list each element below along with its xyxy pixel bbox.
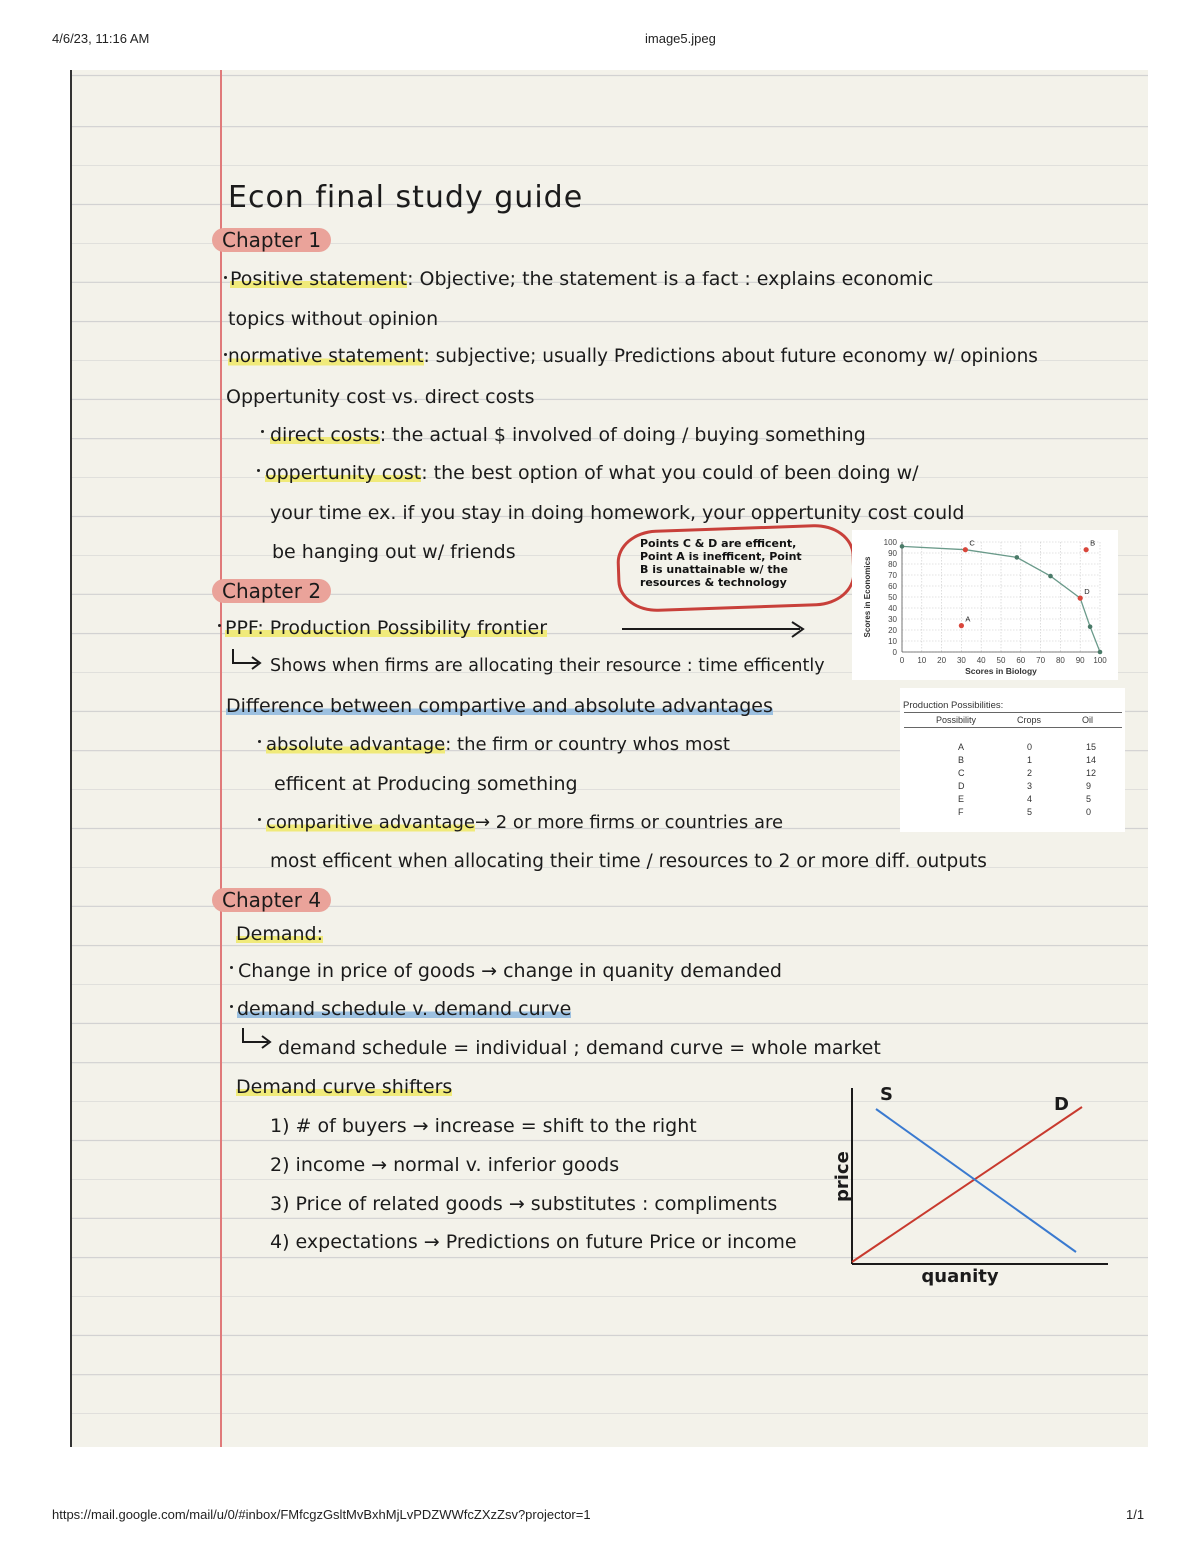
normative-statement-definition: : subjective; usually Predictions about future economy w/ opinions bbox=[423, 346, 1038, 367]
x-tick-label: 0 bbox=[899, 656, 905, 665]
point-label: A bbox=[965, 614, 971, 624]
frontier-point bbox=[1048, 574, 1053, 579]
demand-shifters-heading: Demand curve shifters bbox=[236, 1076, 453, 1098]
y-tick-label: 40 bbox=[888, 604, 897, 613]
annotation-line: Point A is inefficent, Point bbox=[640, 550, 802, 563]
point-c bbox=[963, 547, 968, 552]
annotation-line: B is unattainable w/ the bbox=[640, 563, 788, 576]
table-rule bbox=[904, 727, 1122, 728]
table-cell: E bbox=[958, 794, 965, 804]
demand-point-3: demand schedule = individual ; demand curve = whole market bbox=[278, 1037, 881, 1059]
annotation-line: resources & technology bbox=[640, 576, 787, 589]
x-tick-label: 100 bbox=[1093, 656, 1107, 665]
y-tick-label: 100 bbox=[883, 538, 897, 547]
shifter-1: 1) # of buyers → increase = shift to the right bbox=[270, 1115, 697, 1137]
positive-statement-line bbox=[230, 268, 933, 290]
comparative-advantage-term: comparitive advantage bbox=[266, 812, 475, 833]
table-cell: D bbox=[958, 781, 965, 791]
table-cell: 12 bbox=[1086, 768, 1097, 778]
x-tick-label: 70 bbox=[1036, 656, 1046, 665]
production-table-title: Production Possibilities: bbox=[903, 700, 1004, 711]
x-tick-label: 20 bbox=[937, 656, 947, 665]
table-cell: 0 bbox=[1027, 742, 1033, 752]
arrow-icon bbox=[620, 618, 815, 640]
y-axis-label: Scores in Economics bbox=[863, 556, 872, 638]
table-cell: 0 bbox=[1086, 807, 1092, 817]
table-cell: 5 bbox=[1027, 807, 1033, 817]
table-cell: 3 bbox=[1027, 781, 1033, 791]
table-cell: 5 bbox=[1086, 794, 1092, 804]
bullet bbox=[257, 469, 260, 472]
ppf-chart-panel bbox=[852, 530, 1118, 680]
table-cell: C bbox=[958, 768, 965, 778]
shifter-3: 3) Price of related goods → substitutes : compliments bbox=[270, 1193, 778, 1215]
opportunity-cost-line bbox=[265, 462, 919, 484]
print-url[interactable]: https://mail.google.com/mail/u/0/#inbox/FMfcgzGsltMvBxhMjLvPDZWWfcZXzZsv?projector=1 bbox=[52, 1507, 591, 1522]
frontier-point bbox=[900, 544, 905, 549]
demand-point-1: Change in price of goods → change in quanity demanded bbox=[238, 960, 782, 982]
bullet bbox=[258, 740, 261, 743]
bullet bbox=[230, 966, 233, 969]
table-header-oil: Oil bbox=[1082, 715, 1093, 725]
x-tick-label: 10 bbox=[917, 656, 927, 665]
x-tick-label: 90 bbox=[1075, 656, 1085, 665]
shifter-4: 4) expectations → Predictions on future Price or income bbox=[270, 1231, 797, 1253]
direct-costs-definition: : the actual $ involved of doing / buying something bbox=[379, 424, 866, 446]
margin-line bbox=[220, 70, 222, 1447]
x-tick-label: 80 bbox=[1055, 656, 1065, 665]
ppf-term: PPF: Production Possibility frontier bbox=[225, 617, 548, 639]
x-tick-label: 40 bbox=[976, 656, 986, 665]
table-cell: 9 bbox=[1086, 781, 1092, 791]
bullet bbox=[230, 1005, 233, 1008]
direct-costs-line bbox=[270, 424, 866, 446]
y-tick-label: 50 bbox=[888, 593, 897, 602]
table-header-possibility: Possibility bbox=[936, 715, 977, 725]
direct-costs-term: direct costs bbox=[270, 424, 380, 446]
bullet bbox=[224, 353, 227, 356]
page-title: Econ final study guide bbox=[228, 180, 584, 215]
positive-statement-definition-cont: topics without opinion bbox=[228, 308, 439, 330]
chapter-2-heading: Chapter 2 bbox=[212, 579, 331, 603]
table-rule bbox=[904, 712, 1122, 713]
frontier-point bbox=[1015, 555, 1020, 560]
comparative-advantage-line bbox=[266, 812, 783, 833]
shifter-2: 2) income → normal v. inferior goods bbox=[270, 1154, 620, 1176]
supply-demand-chart bbox=[820, 1072, 1120, 1292]
table-cell: B bbox=[958, 755, 965, 765]
annotation-line: Points C & D are efficent, bbox=[640, 537, 797, 550]
table-cell: A bbox=[958, 742, 965, 752]
opportunity-cost-definition-end: be hanging out w/ friends bbox=[272, 541, 516, 563]
comparative-advantage-definition: → 2 or more firms or countries are bbox=[474, 812, 784, 833]
x-tick-label: 60 bbox=[1016, 656, 1026, 665]
bullet bbox=[218, 624, 221, 627]
table-cell: 4 bbox=[1027, 794, 1033, 804]
advantages-heading: Difference between compartive and absolute advantages bbox=[226, 695, 773, 717]
y-tick-label: 30 bbox=[888, 615, 897, 624]
demand-point-2: demand schedule v. demand curve bbox=[237, 998, 572, 1020]
x-axis-label: Scores in Biology bbox=[965, 666, 1037, 676]
absolute-advantage-line bbox=[266, 734, 730, 755]
absolute-advantage-term: absolute advantage bbox=[266, 734, 446, 755]
return-arrow-icon bbox=[240, 1027, 276, 1049]
point-a bbox=[959, 623, 964, 628]
bullet bbox=[261, 430, 264, 433]
annotation-text bbox=[640, 537, 802, 589]
normative-statement-term: normative statement bbox=[228, 346, 424, 367]
opportunity-cost-term: oppertunity cost bbox=[265, 462, 422, 484]
y-tick-label: 60 bbox=[888, 582, 897, 591]
x-tick-label: 30 bbox=[956, 656, 966, 665]
ppf-chart bbox=[852, 530, 1118, 680]
opportunity-vs-direct-heading: Oppertunity cost vs. direct costs bbox=[226, 386, 535, 408]
table-cell: 1 bbox=[1027, 755, 1033, 765]
table-header-crops: Crops bbox=[1017, 715, 1042, 725]
print-datetime: 4/6/23, 11:16 AM bbox=[52, 31, 150, 46]
x-tick-label: 50 bbox=[996, 656, 1006, 665]
bullet bbox=[258, 818, 261, 821]
opportunity-cost-definition: : the best option of what you could of been doing w/ bbox=[421, 462, 919, 484]
production-table-panel bbox=[900, 688, 1125, 832]
frontier-point bbox=[1098, 650, 1103, 655]
point-label: B bbox=[1090, 538, 1096, 548]
return-arrow-icon bbox=[230, 648, 266, 670]
positive-statement-term: Positive statement bbox=[230, 268, 408, 290]
y-tick-label: 70 bbox=[888, 571, 897, 580]
y-axis-label: price bbox=[832, 1151, 853, 1202]
series-label: D bbox=[1054, 1094, 1069, 1115]
series-label: S bbox=[880, 1084, 893, 1105]
demand-heading: Demand: bbox=[236, 923, 323, 945]
x-axis-label: quanity bbox=[921, 1266, 999, 1287]
chapter-1-heading: Chapter 1 bbox=[212, 228, 331, 252]
opportunity-cost-definition-cont: your time ex. if you stay in doing homework, your oppertunity cost could bbox=[270, 502, 965, 524]
y-tick-label: 0 bbox=[892, 648, 897, 657]
y-tick-label: 10 bbox=[888, 637, 897, 646]
page-number: 1/1 bbox=[1126, 1507, 1145, 1522]
absolute-advantage-definition-cont: efficent at Producing something bbox=[274, 773, 578, 795]
print-filename: image5.jpeg bbox=[645, 31, 716, 46]
absolute-advantage-definition: : the firm or country whos most bbox=[445, 734, 730, 755]
point-d bbox=[1078, 596, 1083, 601]
point-label: C bbox=[969, 538, 975, 548]
table-cell: 14 bbox=[1086, 755, 1097, 765]
table-cell: F bbox=[958, 807, 964, 817]
table-cell: 2 bbox=[1027, 768, 1033, 778]
chapter-4-heading: Chapter 4 bbox=[212, 888, 331, 912]
positive-statement-definition: : Objective; the statement is a fact : explains economic bbox=[407, 268, 934, 290]
red-curve bbox=[852, 1107, 1082, 1262]
comparative-advantage-definition-cont: most efficent when allocating their time / resources to 2 or more diff. outputs bbox=[270, 851, 987, 872]
frontier-point bbox=[1088, 624, 1093, 629]
point-label: D bbox=[1084, 587, 1090, 597]
ppf-line bbox=[225, 617, 547, 639]
table-cell: 15 bbox=[1086, 742, 1097, 752]
y-tick-label: 20 bbox=[888, 626, 897, 635]
point-b bbox=[1084, 547, 1089, 552]
y-tick-label: 80 bbox=[888, 560, 897, 569]
ppf-definition: Shows when firms are allocating their resource : time efficently bbox=[270, 656, 825, 676]
y-tick-label: 90 bbox=[888, 549, 897, 558]
normative-statement-line bbox=[228, 346, 1038, 367]
bullet bbox=[224, 276, 227, 279]
